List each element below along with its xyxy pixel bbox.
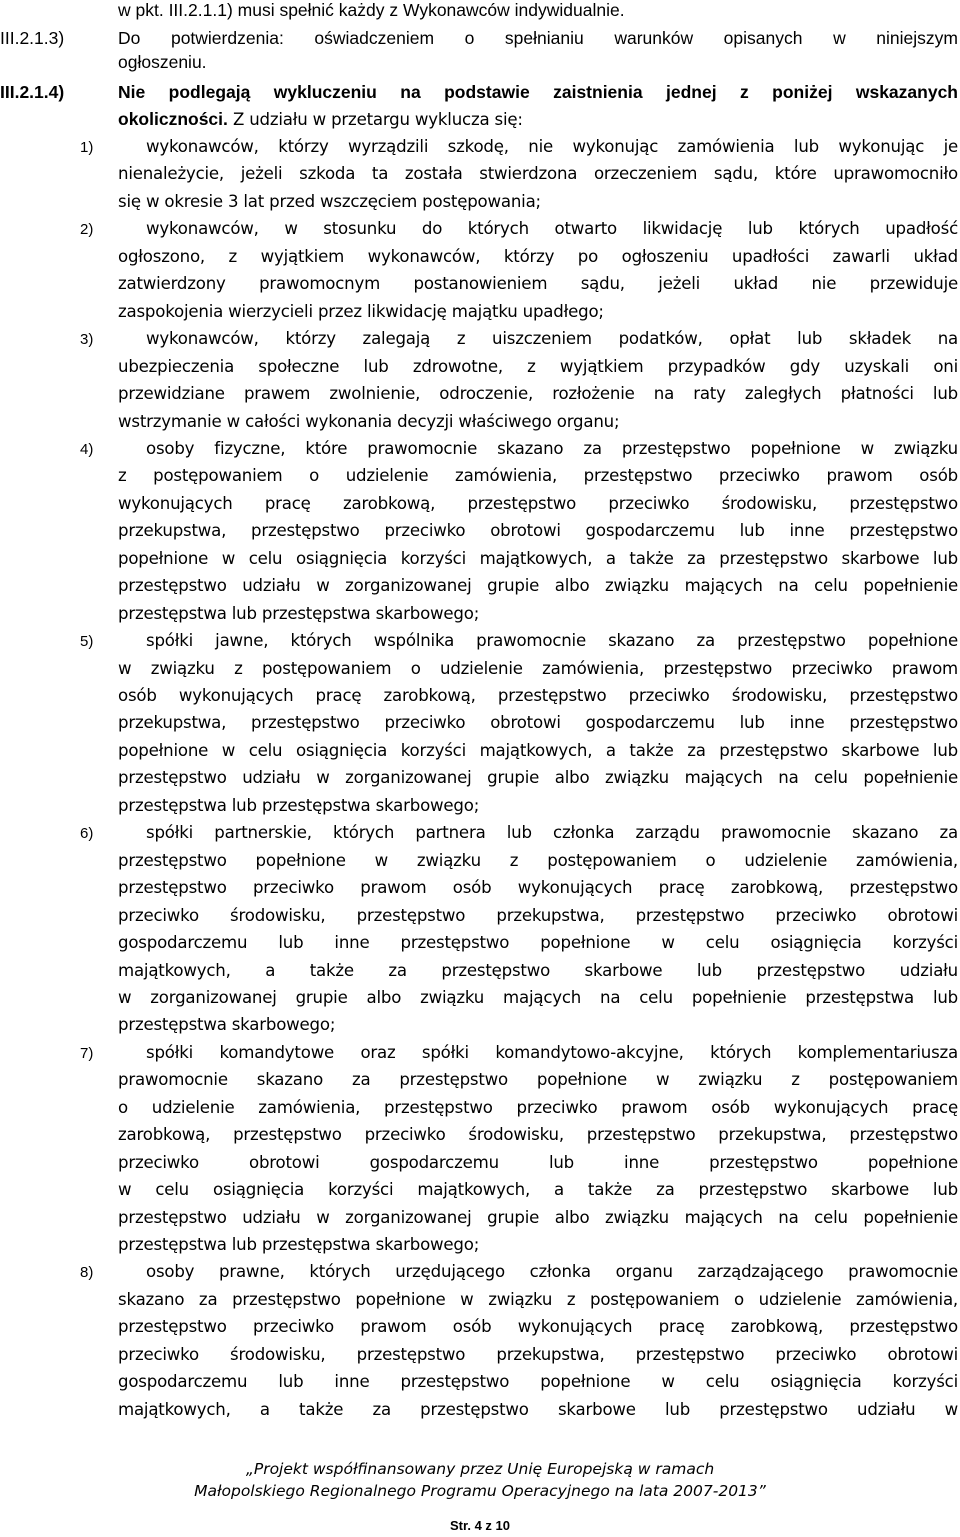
list-item-line: wykonawców, którzy wyrządzili szkodę, nie wykonując zamówienia lub wykonując je (146, 137, 958, 156)
list-item-line: w zorganizowanej grupie albo związku mających na celu popełnienie przestępstwa lub (118, 987, 958, 1007)
list-item-line: przestępstwa lub przestępstwa skarbowego; (118, 603, 480, 623)
list-item-number: 2) (80, 221, 94, 239)
list-item-line: popełnione w celu osiągnięcia korzyści majątkowych, a także za przestępstwo skarbowe lub (118, 548, 958, 568)
list-item-line: w związku z postępowaniem o udzielenie zamówienia, przestępstwo przeciwko prawom (118, 658, 958, 678)
list-item-line: wykonawców, którzy zalegają z uiszczeniem podatków, opłat lub składek na (146, 329, 958, 349)
list-item-line: przekupstwa, przestępstwo przeciwko obrotowi gospodarczemu lub inne przestępstwo (118, 521, 958, 541)
list-item-line: prawomocnie skazano za przestępstwo popełnione w związku z postępowaniem (118, 1070, 958, 1090)
list-item-line: przekupstwa, przestępstwo przeciwko obrotowi gospodarczemu lub inne przestępstwo (118, 713, 958, 733)
section-4-line-1: Nie podlegają wykluczeniu na podstawie zaistnienia jednej z poniżej wskazanych (118, 82, 958, 102)
list-item-line: przestępstwo przeciwko prawom osób wykonujących pracę zarobkową, przestępstwo (118, 1317, 958, 1337)
section-4-bold-text: okoliczności. (118, 109, 228, 129)
intro-line: w pkt. III.2.1.1) musi spełnić każdy z Wykonawców indywidualnie. (118, 0, 625, 20)
list-item-line: gospodarczemu lub inne przestępstwo popełnione w celu osiągnięcia korzyści (118, 1372, 958, 1392)
list-item-line: majątkowych, a także za przestępstwo skarbowe lub przestępstwo udziału w (118, 1399, 958, 1419)
list-item-line: o udzielenie zamówienia, przestępstwo przeciwko prawom osób wykonujących pracę (118, 1097, 958, 1117)
list-item-number: 4) (80, 440, 94, 458)
list-item-line: osoby prawne, których urzędującego członka organu zarządzającego prawomocnie (146, 1262, 958, 1282)
list-item-number: 3) (80, 331, 94, 349)
list-item-line: przestępstwo udziału w zorganizowanej grupie albo związku mających na celu popełnienie (118, 768, 958, 788)
list-item-line: popełnione w celu osiągnięcia korzyści majątkowych, a także za przestępstwo skarbowe lub (118, 740, 958, 760)
list-item-line: ubezpieczenia społeczne lub zdrowotne, z wyjątkiem przypadków gdy uzyskali oni (118, 356, 958, 376)
list-item-line: przestępstwo przeciwko prawom osób wykonujących pracę zarobkową, przestępstwo (118, 878, 958, 898)
list-item-line: zarobkową, przestępstwo przeciwko środowisku, przestępstwo przekupstwa, przestępstwo (118, 1125, 958, 1145)
list-item-line: z postępowaniem o udzielenie zamówienia, przestępstwo przeciwko prawom osób (118, 466, 958, 486)
list-item-line: spółki komandytowe oraz spółki komandytowo-akcyjne, których komplementariusza (146, 1042, 958, 1062)
section-label-4: III.2.1.4) (0, 82, 65, 102)
list-item-line: osób wykonujących pracę zarobkową, przestępstwo przeciwko środowisku, przestępstwo (118, 686, 958, 705)
list-item-line: w celu osiągnięcia korzyści majątkowych, a także za przestępstwo skarbowe lub (118, 1180, 958, 1200)
list-item-line: nienależycie, jeżeli szkoda ta została stwierdzona orzeczeniem sądu, które uprawomocniło (118, 164, 958, 184)
list-item-line: osoby fizyczne, które prawomocnie skazano za przestępstwo popełnione w związku (146, 438, 958, 458)
list-item-line: wykonujących pracę zarobkową, przestępstwo przeciwko środowisku, przestępstwo (118, 493, 958, 513)
list-item-line: przeciwko obrotowi gospodarczemu lub inne przestępstwo popełnione (118, 1152, 958, 1172)
list-item-line: przewidziane prawem zwolnienie, odroczenie, rozłożenie na raty zaległych płatności lub (118, 384, 958, 404)
list-item-line: zaspokojenia wierzycieli przez likwidację majątku upadłego; (118, 301, 604, 321)
list-item-line: przestępstwa skarbowego; (118, 1015, 336, 1035)
list-item-number: 7) (80, 1044, 94, 1062)
list-item-line: się w okresie 3 lat przed wszczęciem postępowania; (118, 191, 541, 211)
list-item-line: spółki partnerskie, których partnera lub członka zarządu prawomocnie skazano za (146, 823, 958, 843)
list-item-line: skazano za przestępstwo popełnione w związku z postępowaniem o udzielenie zamówienia, (118, 1289, 958, 1309)
list-item-line: spółki jawne, których wspólnika prawomocnie skazano za przestępstwo popełnione (146, 631, 958, 651)
list-item-number: 5) (80, 633, 94, 651)
list-item-number: 6) (80, 825, 94, 843)
list-item-number: 8) (80, 1264, 94, 1282)
list-item-number: 1) (80, 139, 94, 156)
section-4-line-2 (118, 107, 523, 132)
list-item-line: ogłoszono, z wyjątkiem wykonawców, którzy po ogłoszeniu upadłości zawarli układ (118, 246, 958, 266)
footer-project-line-1: „Projekt współfinansowany przez Unię Europejską w ramach (245, 1460, 715, 1478)
section-3-line-1: Do potwierdzenia: oświadczeniem o spełnianiu warunków opisanych w niniejszym (118, 28, 958, 48)
list-item-line: gospodarczemu lub inne przestępstwo popełnione w celu osiągnięcia korzyści (118, 933, 958, 953)
list-item-line: przestępstwa lub przestępstwa skarbowego; (118, 795, 480, 815)
list-item-line: przestępstwo popełnione w związku z postępowaniem o udzielenie zamówienia, (118, 850, 958, 870)
list-item-line: przeciwko środowisku, przestępstwo przekupstwa, przestępstwo przeciwko obrotowi (118, 905, 958, 925)
section-4-rest-text: Z udziału w przetargu wyklucza się: (227, 110, 523, 129)
list-item-line: zatwierdzony prawomocnym postanowieniem sądu, jeżeli układ nie przewiduje (118, 274, 958, 294)
list-item-line: przestępstwa lub przestępstwa skarbowego; (118, 1235, 480, 1254)
list-item-line: wstrzymanie w całości wykonania decyzji właściwego organu; (118, 411, 620, 431)
list-item-line: przeciwko środowisku, przestępstwo przekupstwa, przestępstwo przeciwko obrotowi (118, 1344, 958, 1364)
page-number: Str. 4 z 10 (450, 1518, 510, 1533)
list-item-line: wykonawców, w stosunku do których otwarto likwidację lub których upadłość (146, 219, 958, 239)
list-item-line: majątkowych, a także za przestępstwo skarbowe lub przestępstwo udziału (118, 960, 958, 980)
list-item-line: przestępstwo udziału w zorganizowanej grupie albo związku mających na celu popełnienie (118, 576, 958, 596)
list-item-line: przestępstwo udziału w zorganizowanej grupie albo związku mających na celu popełnienie (118, 1207, 958, 1227)
section-label-3: III.2.1.3) (0, 28, 65, 48)
footer-project-line-2: Małopolskiego Regionalnego Programu Operacyjnego na lata 2007-2013” (194, 1482, 766, 1500)
section-3-line-2: ogłoszeniu. (118, 52, 207, 72)
